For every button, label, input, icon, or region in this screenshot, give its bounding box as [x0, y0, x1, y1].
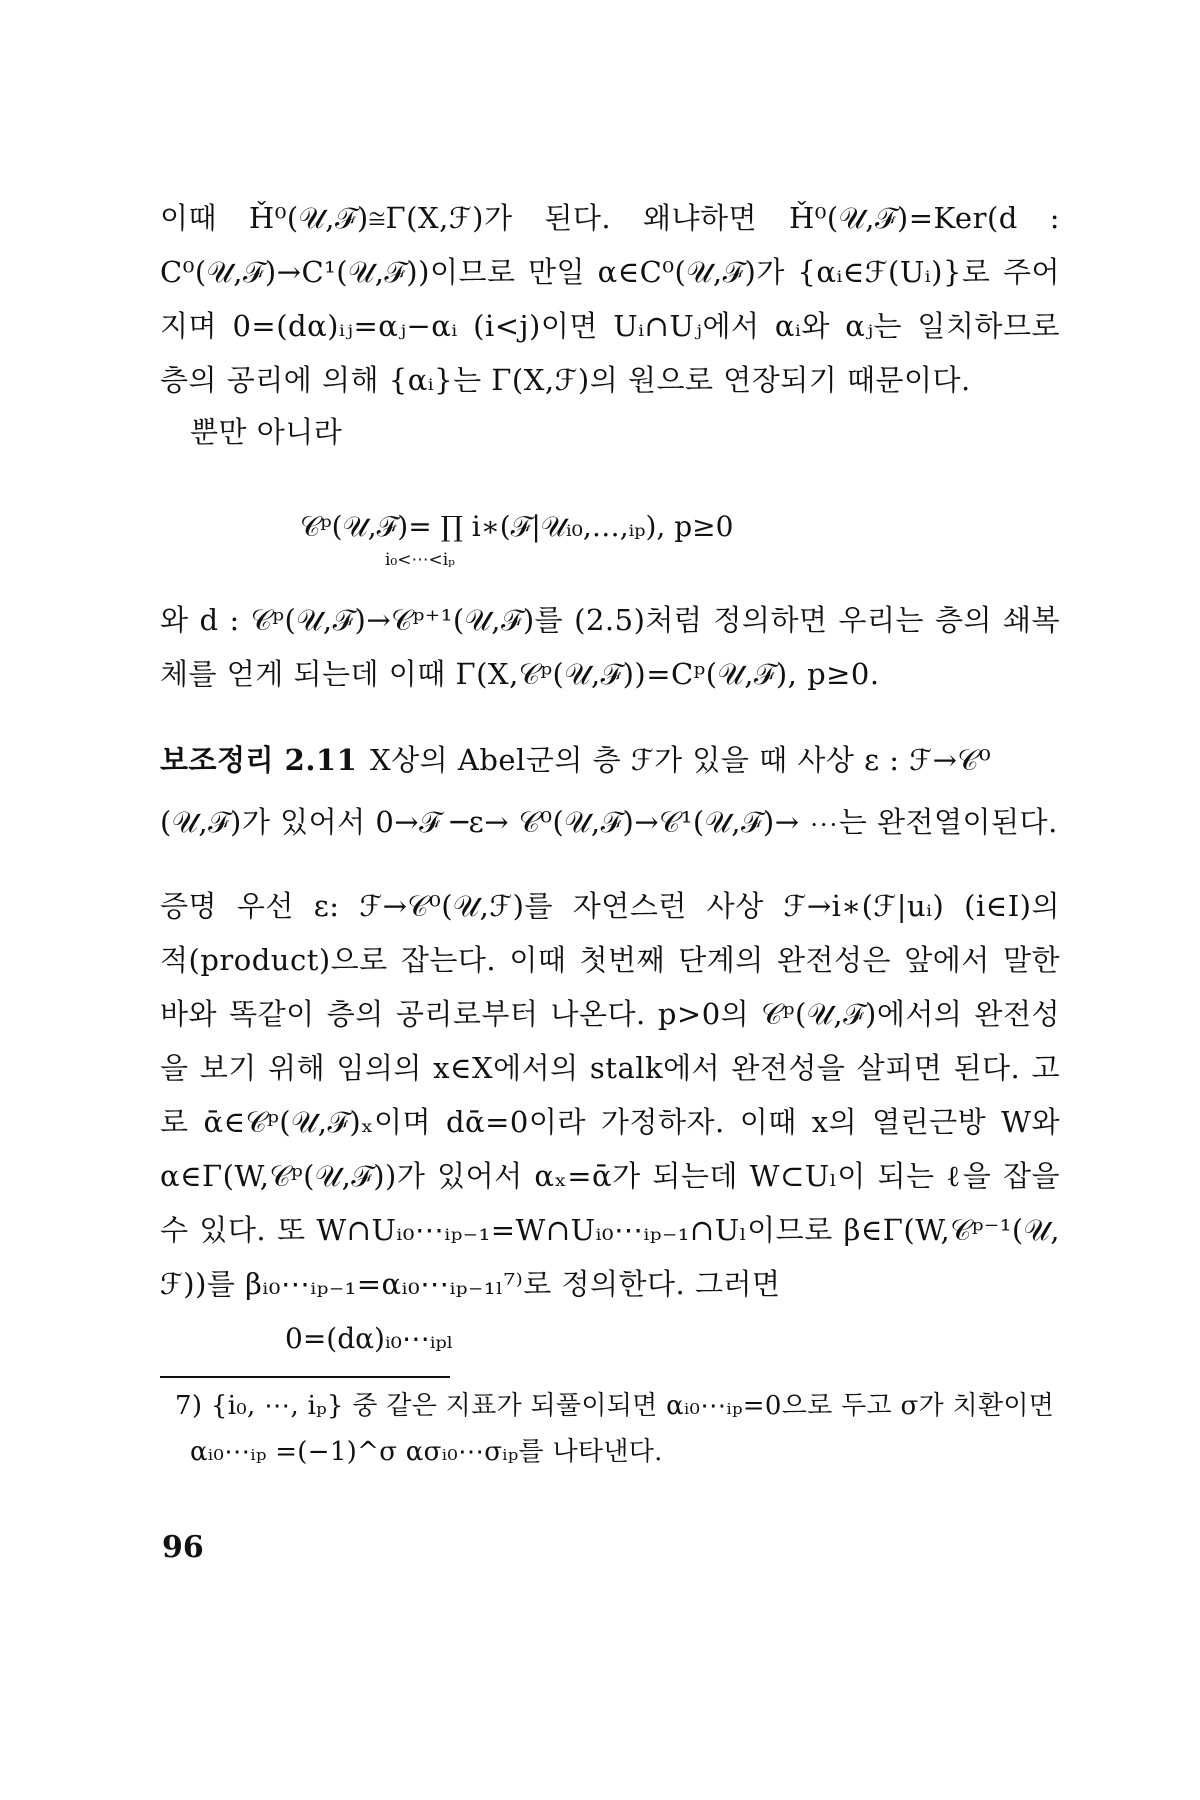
text-line: 바와 똑같이 층의 공리로부터 나온다. p>0의 𝒞ᵖ(𝒰,ℱ)에서의 완전성 — [160, 997, 1060, 1031]
display-formula: 0=(dα)ᵢ₀⋯ᵢₚₗ — [285, 1322, 454, 1355]
text-line: 이때 Ȟ⁰(𝒰,ℱ)≅Γ(X,ℱ)가 된다. 왜냐하면 Ȟ⁰(𝒰,ℱ)=Ker(d : — [160, 201, 1060, 235]
text-line: (𝒰,ℱ)가 있어서 0→ℱ ─ε→ 𝒞⁰(𝒰,ℱ)→𝒞¹(𝒰,ℱ)→ ⋯는 완전열이된다. — [160, 805, 1058, 839]
text-line: 적(product)으로 잡는다. 이때 첫번째 단계의 완전성은 앞에서 말한 — [160, 943, 1060, 977]
footnote-line: αᵢ₀⋯ᵢₚ =(−1)^σ ασᵢ₀⋯σᵢₚ를 나타낸다. — [190, 1437, 663, 1467]
lemma-label: 보조정리 2.11 — [160, 743, 358, 777]
text-line: X상의 Abel군의 층 ℱ가 있을 때 사상 ε : ℱ→𝒞⁰ — [370, 743, 992, 777]
text-line: C⁰(𝒰,ℱ)→C¹(𝒰,ℱ))이므로 만일 α∈C⁰(𝒰,ℱ)가 {αᵢ∈ℱ(Uᵢ)}로 주어 — [160, 255, 1060, 289]
text-line: 증명 우선 ε: ℱ→𝒞⁰(𝒰,ℱ)를 자연스런 사상 ℱ→i∗(ℱ|uᵢ) (i∈I)의 — [160, 889, 1060, 923]
text-line: 로 ᾱ∈𝒞ᵖ(𝒰,ℱ)ₓ이며 dᾱ=0이라 가정하자. 이때 x의 열린근방 W와 — [160, 1105, 1060, 1139]
text-line: 뿐만 아니라 — [190, 415, 343, 449]
text-line: 수 있다. 또 W∩Uᵢ₀⋯ᵢₚ₋₁=W∩Uᵢ₀⋯ᵢₚ₋₁∩Uₗ이므로 β∈Γ(W,𝒞ᵖ⁻¹(𝒰, — [160, 1213, 1060, 1247]
text-line: α∈Γ(W,𝒞ᵖ(𝒰,ℱ))가 있어서 αₓ=ᾱ가 되는데 W⊂Uₗ이 되는 ℓ을 잡을 — [160, 1159, 1060, 1193]
product-index: i₀<⋯<iₚ — [385, 550, 455, 570]
text-line: 을 보기 위해 임의의 x∈X에서의 stalk에서 완전성을 살피면 된다. 고 — [160, 1051, 1060, 1085]
text-line: 층의 공리에 의해 {αᵢ}는 Γ(X,ℱ)의 원으로 연장되기 때문이다. — [160, 363, 971, 397]
text-line: 체를 얻게 되는데 이때 Γ(X,𝒞ᵖ(𝒰,ℱ))=Cᵖ(𝒰,ℱ), p≥0. — [160, 657, 880, 691]
footnote-rule — [160, 1376, 450, 1378]
text-line: 와 d : 𝒞ᵖ(𝒰,ℱ)→𝒞ᵖ⁺¹(𝒰,ℱ)를 (2.5)처럼 정의하면 우리는 층의 쇄복 — [160, 603, 1060, 637]
footnote-line: 7) {i₀, ⋯, iₚ} 중 같은 지표가 되풀이되면 αᵢ₀⋯ᵢₚ=0으로 두고 σ가 치환이면 — [175, 1391, 1055, 1421]
text-line: ℱ))를 βᵢ₀⋯ᵢₚ₋₁=αᵢ₀⋯ᵢₚ₋₁ₗ⁷⁾로 정의한다. 그러면 — [160, 1267, 781, 1301]
page-number: 96 — [162, 1530, 204, 1565]
text-line: 지며 0=(dα)ᵢⱼ=αⱼ−αᵢ (i<j)이면 Uᵢ∩Uⱼ에서 αᵢ와 αⱼ는 일치하므로 — [160, 309, 1060, 343]
display-formula: 𝒞ᵖ(𝒰,ℱ)= ∏ i∗(ℱ|𝒰ᵢ₀,…,ᵢₚ), p≥0 — [300, 510, 734, 543]
